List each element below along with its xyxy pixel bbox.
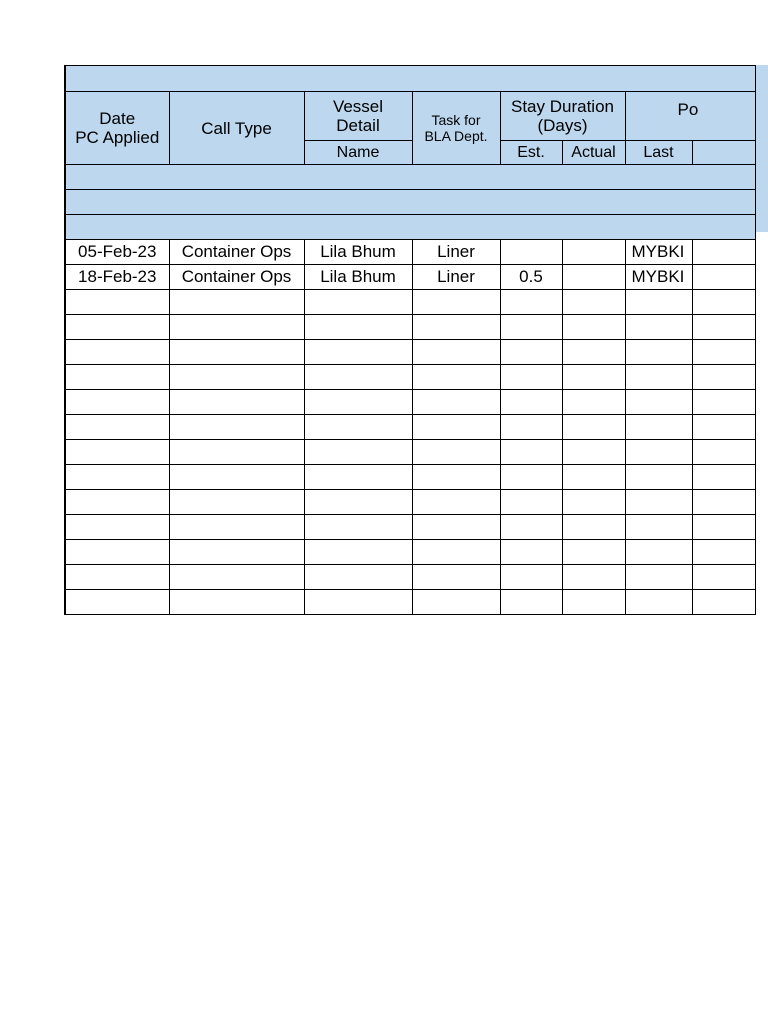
cell-vessel-name[interactable] [304,465,412,490]
cell-stay-actual[interactable] [562,365,625,390]
table-row-empty [65,490,755,515]
cell-call-type[interactable] [169,540,304,565]
cell-vessel-name[interactable] [304,390,412,415]
header-stay-est-label: Est. [517,143,545,161]
cell-date[interactable] [65,540,169,565]
cell-vessel-name[interactable] [304,440,412,465]
header-port-next[interactable] [692,141,755,165]
table-row-empty [65,415,755,440]
cell-task[interactable] [412,565,500,590]
band-cell-2[interactable] [65,190,755,215]
cell-vessel-name[interactable] [304,290,412,315]
cell-last-port[interactable] [625,290,692,315]
band-cell-3[interactable] [65,215,755,240]
cell-stay-est[interactable] [500,415,562,440]
cell-stay-actual[interactable] [562,240,625,265]
cell-date[interactable] [65,415,169,440]
cell-call-type[interactable] [169,365,304,390]
cell-next-port[interactable] [692,415,755,440]
table-body [65,240,755,615]
cell-next-port[interactable] [692,290,755,315]
title-cell[interactable] [65,66,755,92]
cell-stay-est[interactable] [500,465,562,490]
cell-call-type[interactable]: Container Ops [169,240,304,265]
cell-call-type[interactable] [169,390,304,415]
band-cell-1[interactable] [65,165,755,190]
cell-next-port[interactable] [692,240,755,265]
cell-task[interactable] [412,290,500,315]
cell-stay-actual[interactable] [562,265,625,290]
header-stay-duration[interactable] [500,92,625,141]
cell-vessel-name[interactable] [304,565,412,590]
header-task-bla[interactable] [412,92,500,165]
cell-last-port[interactable] [625,515,692,540]
cell-stay-actual[interactable] [562,465,625,490]
cell-task[interactable] [412,490,500,515]
cell-stay-actual[interactable] [562,540,625,565]
cell-date[interactable] [65,465,169,490]
cell-task[interactable] [412,315,500,340]
cell-next-port[interactable] [692,315,755,340]
cell-stay-est[interactable] [500,315,562,340]
cell-next-port[interactable] [692,390,755,415]
table-row-empty [65,565,755,590]
header-band-2 [65,190,755,215]
cell-last-port[interactable] [625,490,692,515]
cell-vessel-name[interactable] [304,365,412,390]
cell-last-port[interactable] [625,415,692,440]
header-port-label: Po [677,100,699,119]
table-row-empty [65,315,755,340]
cell-stay-est[interactable] [500,390,562,415]
header-date-pc-applied[interactable] [65,92,169,165]
cell-task[interactable]: Liner [412,265,500,290]
title-band [65,66,755,92]
cell-stay-est[interactable] [500,515,562,540]
cell-task[interactable] [412,415,500,440]
table-row-empty [65,365,755,390]
cell-stay-actual[interactable] [562,490,625,515]
cell-date[interactable] [65,290,169,315]
cell-last-port[interactable] [625,465,692,490]
header-call-type[interactable] [169,92,304,165]
header-port-last[interactable] [625,141,692,165]
cell-next-port[interactable] [692,490,755,515]
cell-last-port[interactable]: MYBKI [625,240,692,265]
table-row-empty [65,515,755,540]
header-stay-line1: Stay Duration [511,97,614,116]
cell-last-port[interactable] [625,440,692,465]
cell-stay-est[interactable] [500,365,562,390]
cell-vessel-name[interactable] [304,540,412,565]
table-row [65,240,755,265]
cell-stay-actual[interactable] [562,590,625,615]
cell-stay-est[interactable] [500,340,562,365]
cell-date[interactable] [65,440,169,465]
header-vessel-line2: Detail [336,116,380,135]
cell-last-port[interactable] [625,365,692,390]
table-row-empty [65,465,755,490]
header-stay-actual-label: Actual [571,143,616,161]
cell-call-type[interactable] [169,515,304,540]
header-port-last-label: Last [643,143,674,161]
header-stay-est[interactable] [500,141,562,165]
cell-date[interactable]: 05-Feb-23 [65,240,169,265]
cell-date[interactable] [65,390,169,415]
cell-vessel-name[interactable] [304,315,412,340]
cell-next-port[interactable] [692,515,755,540]
cell-call-type[interactable] [169,490,304,515]
cell-task[interactable] [412,515,500,540]
cell-stay-actual[interactable] [562,315,625,340]
table-row-empty [65,340,755,365]
header-stay-line2: (Days) [537,116,588,135]
cell-vessel-name[interactable] [304,415,412,440]
cell-task[interactable]: Liner [412,240,500,265]
cell-vessel-name[interactable]: Lila Bhum [304,265,412,290]
header-vessel-line1: Vessel [332,97,384,116]
cell-task[interactable] [412,340,500,365]
cell-vessel-name[interactable] [304,590,412,615]
cell-call-type[interactable] [169,340,304,365]
table-row [65,265,755,290]
cell-last-port[interactable] [625,565,692,590]
header-task-line2: BLA Dept. [424,128,488,144]
cell-last-port[interactable] [625,315,692,340]
cell-stay-est[interactable] [500,440,562,465]
cell-stay-actual[interactable] [562,565,625,590]
cell-next-port[interactable] [692,565,755,590]
header-date-line2: PC Applied [75,128,160,147]
cell-date[interactable] [65,490,169,515]
cell-stay-actual[interactable] [562,390,625,415]
cell-next-port[interactable] [692,540,755,565]
cell-task[interactable] [412,390,500,415]
cell-date[interactable] [65,565,169,590]
cell-call-type[interactable] [169,465,304,490]
cell-last-port[interactable] [625,590,692,615]
cell-date[interactable] [65,315,169,340]
cell-date[interactable] [65,590,169,615]
cell-date[interactable] [65,515,169,540]
cell-stay-est[interactable] [500,540,562,565]
header-band-1 [65,165,755,190]
cell-stay-actual[interactable] [562,340,625,365]
cell-call-type[interactable] [169,565,304,590]
cell-next-port[interactable] [692,465,755,490]
cell-task[interactable] [412,365,500,390]
cell-stay-est[interactable] [500,240,562,265]
cell-task[interactable] [412,540,500,565]
cell-stay-est[interactable] [500,590,562,615]
cell-stay-actual[interactable] [562,290,625,315]
cell-stay-est[interactable] [500,290,562,315]
cell-vessel-name[interactable] [304,490,412,515]
table-row-empty [65,590,755,615]
cell-call-type[interactable] [169,290,304,315]
cell-task[interactable] [412,465,500,490]
header-row-1 [65,92,755,141]
table-row-empty [65,290,755,315]
header-band-3 [65,215,755,240]
cell-call-type[interactable] [169,315,304,340]
cell-last-port[interactable] [625,540,692,565]
header-stay-actual[interactable] [562,141,625,165]
table-row-empty [65,440,755,465]
cell-stay-actual[interactable] [562,515,625,540]
cell-next-port[interactable] [692,590,755,615]
header-task-line1: Task for [431,112,481,128]
cell-call-type[interactable] [169,440,304,465]
table-row-empty [65,540,755,565]
cell-last-port[interactable] [625,340,692,365]
cell-stay-est[interactable] [500,490,562,515]
cell-next-port[interactable] [692,340,755,365]
cell-stay-est[interactable] [500,565,562,590]
cell-next-port[interactable] [692,440,755,465]
table-row-empty [65,390,755,415]
cell-date[interactable] [65,365,169,390]
cell-task[interactable] [412,440,500,465]
header-date-line1: Date [99,109,136,128]
header-vessel-name-label: Name [336,143,380,161]
port-call-table [64,65,756,615]
cell-last-port[interactable] [625,390,692,415]
header-vessel-name[interactable] [304,141,412,165]
cell-vessel-name[interactable]: Lila Bhum [304,240,412,265]
cell-task[interactable] [412,590,500,615]
cell-stay-est[interactable]: 0.5 [500,265,562,290]
cell-next-port[interactable] [692,265,755,290]
cell-date[interactable]: 18-Feb-23 [65,265,169,290]
cell-date[interactable] [65,340,169,365]
cell-next-port[interactable] [692,365,755,390]
cell-last-port[interactable]: MYBKI [625,265,692,290]
cell-vessel-name[interactable] [304,515,412,540]
cell-vessel-name[interactable] [304,340,412,365]
cell-call-type[interactable] [169,590,304,615]
spreadsheet [64,65,699,614]
cell-call-type[interactable]: Container Ops [169,265,304,290]
cell-call-type[interactable] [169,415,304,440]
cell-stay-actual[interactable] [562,415,625,440]
header-call-type-label: Call Type [201,118,272,138]
header-port[interactable] [625,92,755,141]
cell-stay-actual[interactable] [562,440,625,465]
header-vessel-detail[interactable] [304,92,412,141]
